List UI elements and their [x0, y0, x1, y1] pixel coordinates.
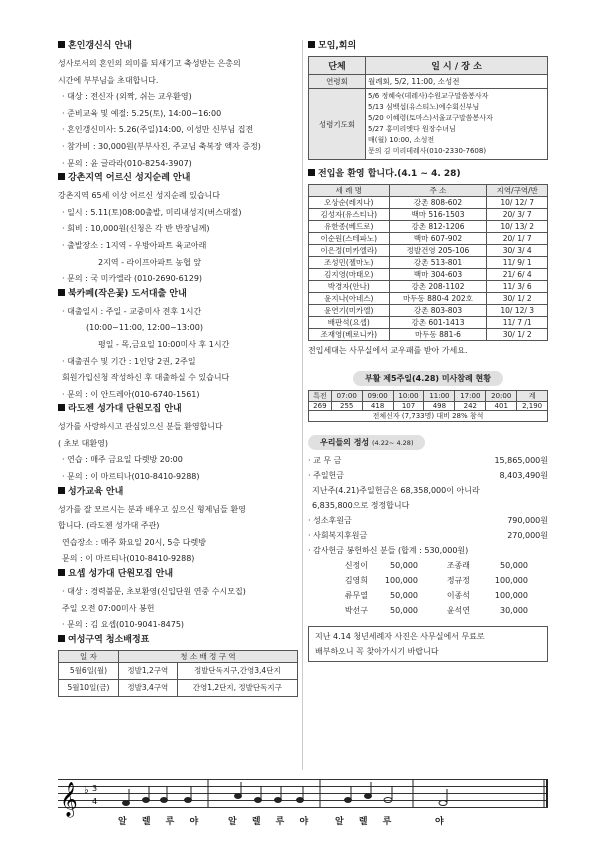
- table-header: 일 시 / 장 소: [366, 57, 548, 75]
- table-cell: 강촌 808-602: [389, 197, 487, 209]
- table-cell: 백마 304-603: [389, 269, 487, 281]
- table-row: [309, 410, 548, 421]
- table-header: 일 자: [59, 650, 119, 662]
- attendance-table: [308, 390, 548, 422]
- text-line: 강촌지역 65세 이상 어르신 성지순례 있습니다: [58, 191, 220, 201]
- table-cell: 418: [362, 401, 393, 410]
- table-cell: 김성자(유스티나): [309, 209, 390, 221]
- donor-name: 박선구: [344, 605, 368, 615]
- table-row: [309, 197, 548, 209]
- text-line: 주일 오전 07:00미사 봉헌: [62, 603, 155, 613]
- section-title: [58, 40, 298, 52]
- donor-name: 조종래: [446, 560, 470, 570]
- cleaning-section: [58, 634, 298, 697]
- text-line: 시간에 부부님을 초대합니다.: [58, 75, 159, 85]
- column-divider: [302, 40, 303, 770]
- table-cell: 성령기도회: [309, 89, 366, 160]
- table-cell: 마두동 881-6: [389, 329, 487, 341]
- section-title: [58, 486, 298, 498]
- text-line: 지난주(4.21)주일헌금은 68,358,000이 아니라: [312, 485, 480, 495]
- offering-value: 15,865,000원: [494, 455, 548, 465]
- table-cell: 배판석(요셉): [309, 317, 390, 329]
- table-cell: 498: [424, 401, 455, 410]
- section-title: [58, 634, 298, 646]
- offering-value: 790,000원: [507, 515, 548, 525]
- table-cell: 269: [309, 401, 332, 410]
- section-title: [58, 172, 298, 184]
- attendance-summary: 전체신자 (7,733명) 대비 28% 참석: [309, 410, 548, 421]
- text-line: · 문의 : 이 마르티나(010-8410-9288): [62, 472, 200, 482]
- table-cell: 강촌 601-1413: [389, 317, 487, 329]
- joseph-title: 요셉 성가대 단원모집 안내: [68, 569, 174, 580]
- table-row: [309, 281, 548, 293]
- table-row: [309, 305, 548, 317]
- text-line: · 대출일시 : 주일 - 교중미사 전후 1시간: [62, 306, 202, 316]
- text-line: · 문의 : 김 요셉(010-9041-8475): [62, 620, 185, 630]
- table-row: [309, 245, 548, 257]
- table-cell: 백마 607-902: [389, 233, 487, 245]
- table-cell: 107: [393, 401, 424, 410]
- table-row: [309, 89, 548, 160]
- table-cell: 윤연기(미카엘): [309, 305, 390, 317]
- donor-amount: 100,000: [494, 575, 528, 585]
- offering-label: · 사회복지후원금: [308, 530, 368, 540]
- pilgrimage-title: 강촌지역 어르신 성지순례 안내: [68, 173, 191, 184]
- section-title: [58, 568, 298, 580]
- text-line: · 대상 : 전신자 (외짝, 쉬는 교우환영): [62, 92, 192, 102]
- text-line: 연습장소 : 매주 화요일 20시, 5층 다렛방: [62, 537, 206, 547]
- table-cell: 백마 516-1503: [389, 209, 487, 221]
- table-cell: 정발단독지구,간영3,4단지: [177, 662, 297, 679]
- donor-amount: 50,000: [390, 560, 418, 570]
- lyric: 알 렐 루 야: [228, 817, 315, 827]
- text-line: · 회비 : 10,000원(신청은 각 반 반장님께): [62, 224, 210, 234]
- table-cell: 30/ 3/ 4: [487, 245, 548, 257]
- square-bullet-icon: [58, 487, 65, 494]
- table-cell: 2,190: [517, 401, 548, 410]
- square-bullet-icon: [58, 569, 65, 576]
- lyric: 알 렐 루: [335, 817, 398, 827]
- table-cell: 이은정(미카엘라): [309, 245, 390, 257]
- table-header: 청 소 배 정 구 역: [118, 650, 297, 662]
- hymn-section: [58, 486, 298, 568]
- table-cell: 정발3,4구역: [118, 679, 177, 696]
- text-line: 평일 - 목,금요일 10:00미사 후 1시간: [98, 339, 230, 349]
- text-line: · 대상 : 경력불문, 초보환영(신입단원 연중 수시모집): [62, 587, 246, 597]
- lyric: 야: [435, 817, 450, 827]
- notes: [123, 779, 548, 807]
- joseph-section: [58, 568, 298, 634]
- square-bullet-icon: [308, 41, 315, 48]
- table-header: 09:00: [362, 390, 393, 401]
- table-cell: 마두동 880-4 202호: [389, 293, 487, 305]
- text-line: 성가를 잘 모르시는 분과 배우고 싶으신 형제님들 환영: [58, 504, 246, 514]
- text-line: 지난 4.14 청년세례자 사진은 사무실에서 무료로: [315, 631, 485, 641]
- table-cell: 11/ 9/ 1: [487, 257, 548, 269]
- square-bullet-icon: [308, 169, 315, 176]
- donor-name: 윤석연: [446, 605, 470, 615]
- wedding-title: 혼인갱신식 안내: [68, 41, 132, 51]
- text-line: 문의 : 이 마르티나(010-8410-9288): [62, 554, 195, 564]
- section-title: [308, 40, 548, 52]
- bookcafe-title: 북카페(작은꽃) 도서대출 안내: [68, 288, 187, 299]
- table-header: 지역/구역/반: [487, 185, 548, 197]
- table-cell: 간영1,2단지, 정발단독지구: [177, 679, 297, 696]
- pilgrimage-section: [58, 172, 298, 288]
- cleaning-table: [58, 650, 298, 697]
- offering-title-pill: [308, 435, 425, 450]
- text-line: · 연습 : 매주 금요일 다렛방 20:00: [62, 455, 183, 465]
- staff-notes: [58, 779, 548, 819]
- welcome-section: [308, 168, 548, 360]
- section-title: [308, 168, 548, 180]
- table-row: [309, 209, 548, 221]
- donor-amount: 30,000: [500, 605, 528, 615]
- table-cell: 조성민(젤마노): [309, 257, 390, 269]
- photo-notice-box: [308, 626, 548, 662]
- table-cell: 정발건영 205-106: [389, 245, 487, 257]
- offering-line: [308, 528, 548, 543]
- donor-row: [330, 588, 548, 603]
- text-line: · 준비교육 및 예절: 5.25(토), 14:00~16:00: [62, 108, 222, 118]
- table-row: [309, 221, 548, 233]
- table-cell: 정발1,2구역: [118, 662, 177, 679]
- donor-amount: 50,000: [500, 560, 528, 570]
- offering-label: · 주일헌금: [308, 470, 344, 480]
- square-bullet-icon: [58, 404, 65, 411]
- table-header: 11:00: [424, 390, 455, 401]
- text-line: 합니다. (라도젠 성가대 주관): [58, 521, 160, 531]
- treble-clef-icon: 𝄞: [60, 782, 78, 817]
- text-line: · 대출권수 및 기간 : 1인당 2권, 2주일: [62, 356, 196, 366]
- choir-title: 라도젠 성가대 단원모집 안내: [68, 404, 182, 415]
- square-bullet-icon: [58, 635, 65, 642]
- section-title: [58, 288, 298, 300]
- table-header: 17:00: [455, 390, 486, 401]
- table-cell: 연령회: [309, 75, 366, 89]
- donor-row: [330, 573, 548, 588]
- donor-row: [330, 558, 548, 573]
- table-cell: 242: [455, 401, 486, 410]
- table-cell: 강촌 812-1206: [389, 221, 487, 233]
- text-line: 성가를 사랑하시고 관심있으신 분들 환영합니다: [58, 422, 223, 432]
- table-cell: 이순원(스테파노): [309, 233, 390, 245]
- text-line: · 문의 : 이 안드레아(010-6740-1561): [62, 389, 200, 399]
- text-line: (10:00~11:00, 12:00~13:00): [86, 323, 203, 333]
- table-cell: 20/ 1/ 7: [487, 233, 548, 245]
- table-header-row: [59, 650, 298, 662]
- time-signature: 4: [92, 797, 98, 806]
- offering-line: [308, 453, 548, 468]
- donor-name: 이종석: [446, 590, 470, 600]
- table-cell: 11/ 7 /1: [487, 317, 548, 329]
- table-header: 주 소: [389, 185, 487, 197]
- table-row: [309, 401, 548, 410]
- text-line: 배부하오니 꼭 찾아가시기 바랍니다: [315, 646, 439, 656]
- meetings-section: [308, 40, 548, 160]
- table-cell: 5월10일(금): [59, 679, 119, 696]
- table-row: [309, 75, 548, 89]
- table-row: [309, 293, 548, 305]
- offering-line: [308, 468, 548, 483]
- offering-label: · 성소후원금: [308, 515, 352, 525]
- donor-amount: 50,000: [390, 605, 418, 615]
- music-staff: [58, 779, 548, 819]
- table-cell: 조재영(베로니카): [309, 329, 390, 341]
- table-cell: 20/ 3/ 7: [487, 209, 548, 221]
- donor-row: [330, 603, 548, 618]
- text-line: · 감사헌금 봉헌하신 분들 (합계 : 530,000원): [308, 545, 469, 555]
- wedding-section: [58, 40, 298, 172]
- table-row: [59, 679, 298, 696]
- table-cell: 윤지나(아네스): [309, 293, 390, 305]
- attendance-title: 부활 제5주일(4.28) 미사참례 현황: [353, 371, 503, 386]
- table-cell: 10/ 13/ 2: [487, 221, 548, 233]
- welcome-table: [308, 184, 548, 341]
- donor-amount: 100,000: [384, 575, 418, 585]
- offering-value: 8,403,490원: [499, 470, 548, 480]
- section-title: [58, 403, 298, 415]
- meetings-title: 모임,회의: [318, 41, 357, 51]
- table-header-row: [309, 390, 548, 401]
- meetings-table: [308, 56, 548, 160]
- table-header: 계: [517, 390, 548, 401]
- donor-name: 김영희: [344, 575, 368, 585]
- table-header-row: [309, 185, 548, 197]
- table-header-row: [309, 57, 548, 75]
- offering-section: [308, 430, 548, 618]
- text-line: · 혼인갱신미사: 5.26(주일)14:00, 이성만 신부님 집전: [62, 125, 254, 135]
- text-line: 6,835,800으로 정정합니다: [312, 500, 410, 510]
- donor-name: 정규정: [446, 575, 470, 585]
- bookcafe-section: [58, 288, 298, 404]
- table-row: [59, 662, 298, 679]
- text-line: · 일시 : 5.11(토)08:00출발, 미리내성지(버스대절): [62, 207, 242, 217]
- offering-title: 우리들의 정성: [320, 437, 370, 447]
- table-cell: 유한종(베드로): [309, 221, 390, 233]
- flat-sign-icon: ♭: [84, 785, 89, 796]
- text-line: 성사로서의 혼인의 의미를 되새기고 축성받는 은총의: [58, 59, 241, 68]
- offering-label: · 교 무 금: [308, 455, 342, 465]
- table-cell: 11/ 3/ 6: [487, 281, 548, 293]
- donor-name: 신정이: [344, 560, 368, 570]
- attendance-section: [308, 366, 548, 422]
- table-cell: 10/ 12/ 3: [487, 305, 548, 317]
- text-line: · 문의 : 윤 글라라(010-8254-3907): [62, 158, 192, 168]
- square-bullet-icon: [58, 173, 65, 180]
- table-header: 20:00: [486, 390, 517, 401]
- table-header: 10:00: [393, 390, 424, 401]
- donor-amount: 100,000: [494, 590, 528, 600]
- text-line: 2지역 - 라이프아파트 농협 앞: [98, 257, 202, 267]
- table-header: 세 례 명: [309, 185, 390, 197]
- table-row: [309, 317, 548, 329]
- table-cell: 30/ 1/ 2: [487, 329, 548, 341]
- table-cell: 월례회, 5/2, 11:00, 소성전: [366, 75, 548, 89]
- table-cell: 21/ 6/ 4: [487, 269, 548, 281]
- table-row: [309, 329, 548, 341]
- table-cell: 강촌 513-801: [389, 257, 487, 269]
- left-column: [58, 40, 298, 697]
- hymn-title: 성가교육 안내: [68, 486, 124, 497]
- table-cell: 김지영(마태오): [309, 269, 390, 281]
- text-line: 회원가입신청 작성하신 후 대출하실 수 있습니다: [62, 373, 230, 383]
- table-row: [309, 269, 548, 281]
- table-cell: 5/6 정혜숙(데레사)수원교구말씀봉사자 5/13 심백섭(유스티노)예수회신부님 5/20 이혜령(토마스)서울교구말씀봉사자 5/27 홍미리엣다 원장수녀님 매(월) 10:00, 소성전 문의 김 미리데레사(010-2330-7608): [366, 89, 548, 160]
- text-line: ( 초보 대환영): [58, 438, 108, 448]
- lyric: 알 렐 루 야: [118, 817, 205, 827]
- offering-period: (4.22~ 4.28): [371, 438, 414, 447]
- choir-section: [58, 403, 298, 485]
- welcome-title: 전입을 환영 합니다.(4.1 ~ 4. 28): [318, 169, 461, 179]
- welcome-note: 전입세대는 사무실에서 교우패를 받아 가세요.: [308, 346, 468, 355]
- table-cell: 5월6일(월): [59, 662, 119, 679]
- table-cell: 30/ 1/ 2: [487, 293, 548, 305]
- offering-line: [308, 513, 548, 528]
- table-row: [309, 233, 548, 245]
- table-cell: 255: [331, 401, 362, 410]
- table-header: 단체: [309, 57, 366, 75]
- table-header: 07:00: [331, 390, 362, 401]
- square-bullet-icon: [58, 289, 65, 296]
- table-cell: 401: [486, 401, 517, 410]
- right-column: [308, 40, 548, 662]
- table-cell: 박경자(안나): [309, 281, 390, 293]
- table-row: [309, 257, 548, 269]
- cleaning-title: 여성구역 청소배정표: [68, 634, 150, 645]
- table-cell: 오상순(레지나): [309, 197, 390, 209]
- text-line: · 문의 : 국 미카엘라 (010-2690-6129): [62, 274, 203, 284]
- square-bullet-icon: [58, 41, 65, 48]
- donor-amount: 50,000: [390, 590, 418, 600]
- table-cell: 10/ 12/ 7: [487, 197, 548, 209]
- table-cell: 강촌 803-803: [389, 305, 487, 317]
- donor-name: 류무열: [344, 590, 368, 600]
- time-signature: 3: [92, 784, 98, 793]
- text-line: · 참가비 : 30,000원(부부사진, 주교님 축복장 액자 증정): [62, 141, 261, 151]
- donor-grid: [308, 558, 548, 618]
- table-cell: 강촌 208-1102: [389, 281, 487, 293]
- text-line: · 출발장소 : 1지역 - 우방아파트 육교아래: [62, 240, 207, 250]
- table-header: 특전: [309, 390, 332, 401]
- offering-value: 270,000원: [507, 530, 548, 540]
